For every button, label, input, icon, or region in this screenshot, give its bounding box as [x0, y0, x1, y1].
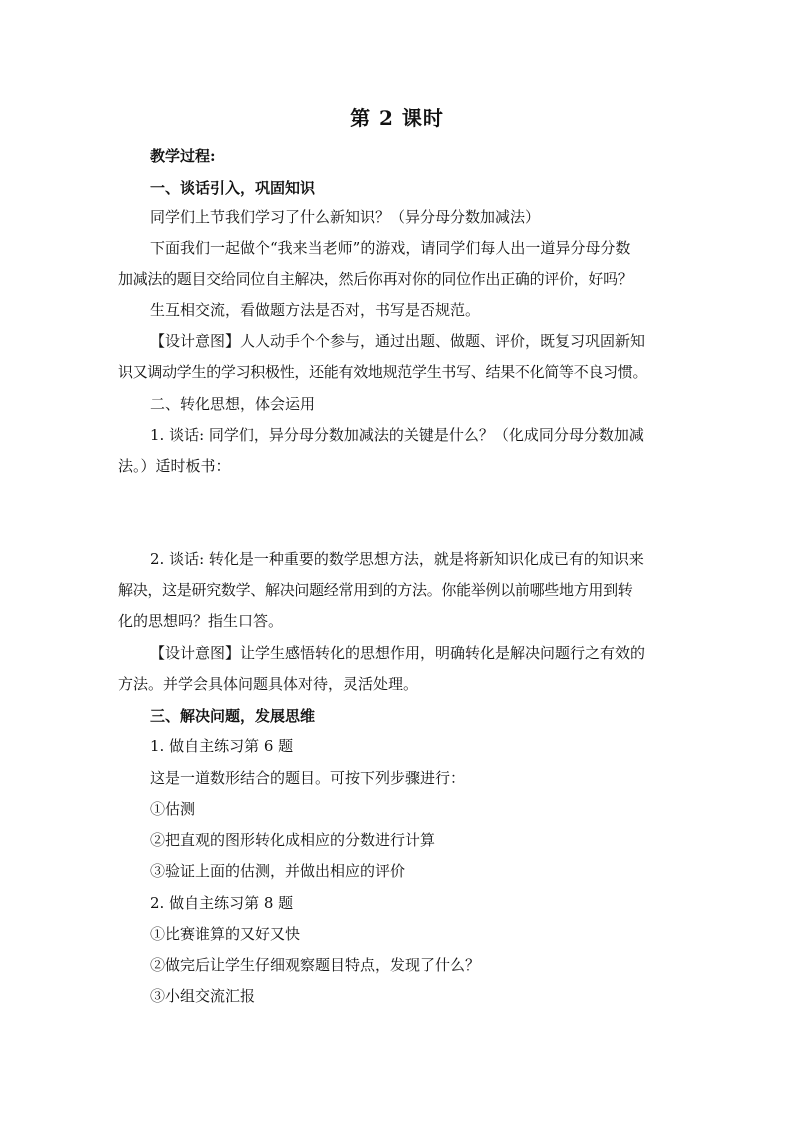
list-item: ③小组交流汇报 [150, 987, 256, 1005]
paragraph-line: 化的思想吗？指生口答。 [118, 612, 284, 630]
list-item: ②把直观的图形转化成相应的分数进行计算 [150, 831, 436, 849]
list-item: ②做完后让学生仔细观察题目特点，发现了什么？ [150, 956, 481, 974]
paragraph-line: 2. 谈话: 转化是一种重要的数学思想方法，就是将新知识化成已有的知识来 [150, 550, 644, 568]
paragraph-line: 1. 谈话: 同学们，异分母分数加减法的关键是什么？（化成同分母分数加减 [150, 426, 644, 444]
design-intent-line: 【设计意图】让学生感悟转化的思想作用，明确转化是解决问题行之有效的 [150, 644, 646, 662]
paragraph-line: 识又调动学生的学习积极性，还能有效地规范学生书写、结果不化简等不良习惯。 [118, 363, 648, 381]
section-heading-process: 教学过程: [150, 147, 216, 165]
paragraph-line: 法。）适时板书： [118, 457, 231, 475]
paragraph-line: 这是一道数形结合的题目。可按下列步骤进行： [150, 769, 466, 787]
page-title: 第 2 课时 [350, 106, 444, 130]
paragraph-line: 生互相交流，看做题方法是否对，书写是否规范。 [150, 301, 481, 319]
paragraph-line: 同学们上节我们学习了什么新知识？（异分母分数加减法） [150, 208, 541, 226]
list-item: ③验证上面的估测，并做出相应的评价 [150, 862, 406, 880]
section-heading-2: 二、转化思想，体会运用 [150, 395, 316, 413]
paragraph-line: 下面我们一起做个“我来当老师”的游戏，请同学们每人出一道异分母分数 [150, 239, 631, 257]
list-item: 1. 做自主练习第 6 题 [150, 737, 294, 755]
section-heading-3: 三、解决问题，发展思维 [150, 707, 316, 725]
design-intent-line: 【设计意图】人人动手个个参与，通过出题、做题、评价，既复习巩固新知 [150, 332, 646, 350]
paragraph-line: 方法。并学会具体问题具体对待，灵活处理。 [118, 675, 419, 693]
list-item: ①比赛谁算的又好又快 [150, 925, 301, 943]
paragraph-line: 加减法的题目交给同位自主解决，然后你再对你的同位作出正确的评价，好吗？ [118, 270, 633, 288]
paragraph-line: 解决，这是研究数学、解决问题经常用到的方法。你能举例以前哪些地方用到转 [118, 581, 633, 599]
list-item: ①估测 [150, 800, 196, 818]
section-heading-1: 一、谈话引入，巩固知识 [150, 179, 316, 197]
list-item: 2. 做自主练习第 8 题 [150, 894, 294, 912]
